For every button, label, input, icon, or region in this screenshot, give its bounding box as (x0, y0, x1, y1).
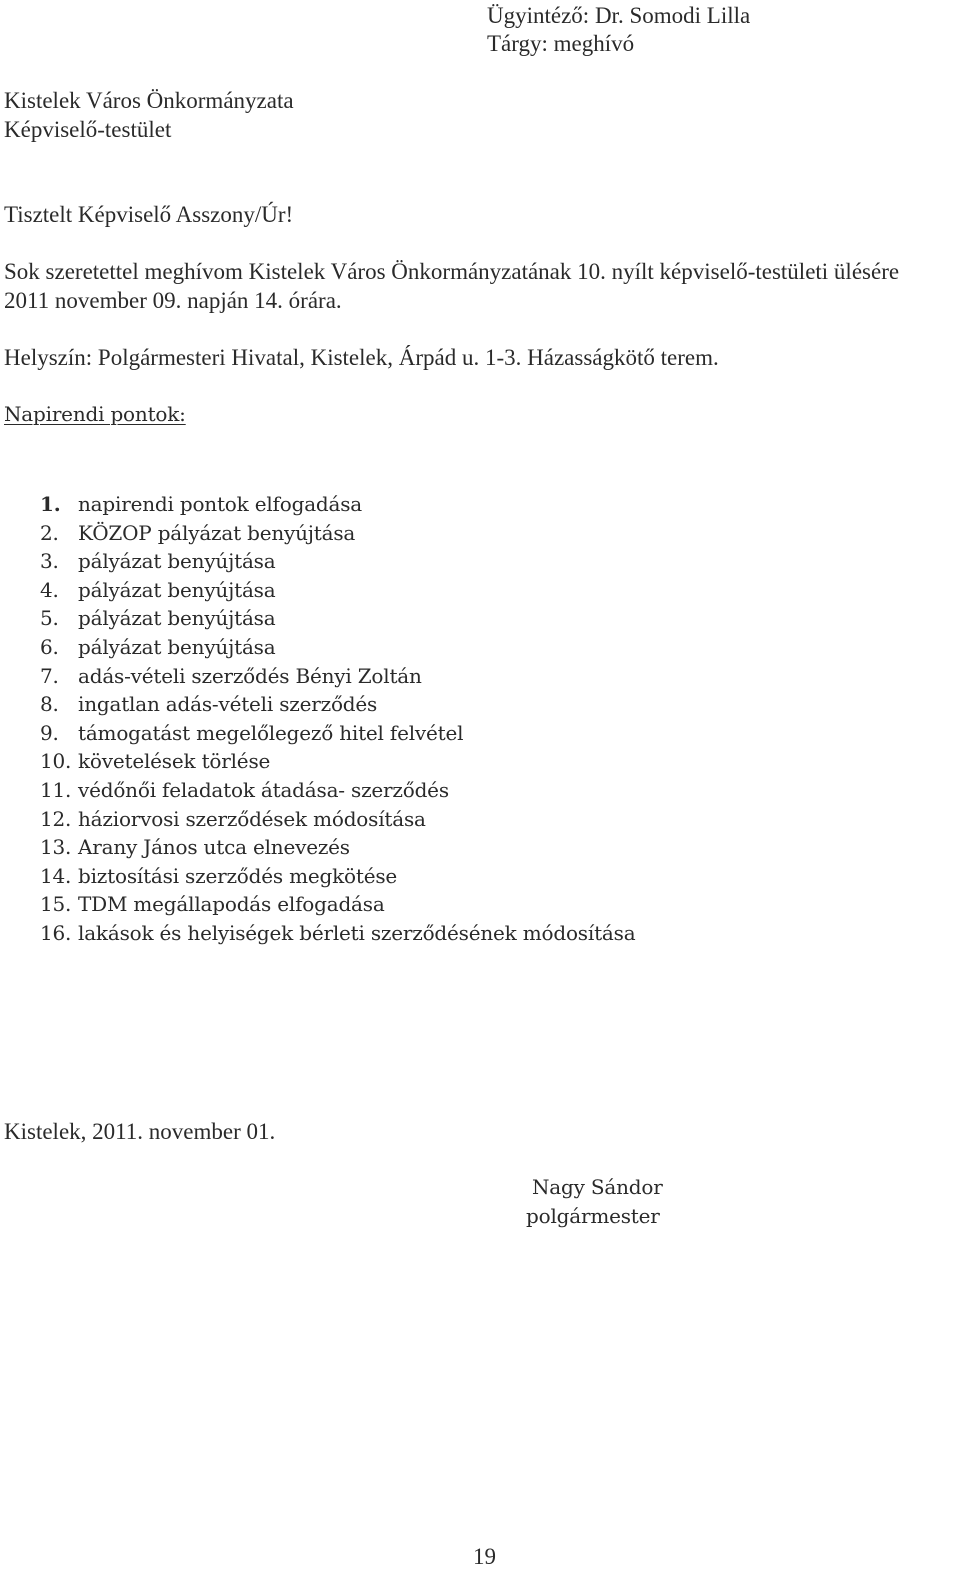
agenda-item-number: 4. (40, 577, 59, 602)
place-date: Kistelek, 2011. november 01. (4, 1119, 276, 1144)
agenda-item (40, 490, 635, 519)
agenda-item-text: TDM megállapodás elfogadása (78, 892, 385, 917)
subject-line: Tárgy: meghívó (487, 31, 635, 56)
agenda-item (40, 719, 635, 748)
agenda-item-text: napirendi pontok elfogadása (78, 492, 363, 516)
agenda-item (40, 633, 635, 662)
agenda-item-number: 9. (40, 720, 59, 745)
agenda-item (40, 833, 635, 862)
agenda-item-text: háziorvosi szerződések módosítása (78, 806, 426, 831)
invitation-text-line-1: Sok szeretettel meghívom Kistelek Város Önkormányzatának 10. nyílt képviselő-testületi ülésére (4, 259, 900, 284)
agenda-item-number: 11. (40, 777, 72, 802)
agenda-heading: Napirendi pontok: (4, 402, 186, 426)
agenda-item-number: 5. (40, 606, 59, 631)
agenda-item-text: adás-vételi szerződés Bényi Zoltán (78, 663, 422, 688)
agenda-item (40, 776, 635, 805)
agenda-item (40, 890, 635, 919)
agenda-item-text: védőnői feladatok átadása- szerződés (78, 777, 449, 802)
handler-line: Ügyintéző: Dr. Somodi Lilla (487, 3, 751, 28)
agenda-item (40, 604, 635, 633)
agenda-item-text: lakások és helyiségek bérleti szerződésének módosítása (78, 920, 636, 945)
agenda-item-number: 7. (40, 663, 59, 688)
agenda-item (40, 919, 635, 948)
signer-name: Nagy Sándor (532, 1175, 663, 1199)
agenda-item (40, 576, 635, 605)
page-number: 19 (473, 1544, 496, 1569)
agenda-item-text: KÖZOP pályázat benyújtása (78, 520, 356, 545)
agenda-item-text: pályázat benyújtása (78, 634, 276, 659)
agenda-item (40, 662, 635, 691)
agenda-item-number: 3. (40, 549, 59, 574)
agenda-item-text: biztosítási szerződés megkötése (78, 863, 398, 888)
agenda-item-text: követelések törlése (78, 749, 271, 774)
agenda-item-number: 8. (40, 692, 59, 717)
agenda-item-number: 12. (40, 806, 72, 831)
agenda-item (40, 805, 635, 834)
agenda-item-number: 10. (40, 749, 72, 774)
agenda-item-number: 6. (40, 634, 59, 659)
venue-line: Helyszín: Polgármesteri Hivatal, Kistelek, Árpád u. 1-3. Házasságkötő terem. (4, 345, 719, 370)
agenda-item (40, 862, 635, 891)
agenda-item-text: pályázat benyújtása (78, 549, 276, 574)
agenda-item-text: pályázat benyújtása (78, 577, 276, 602)
agenda-item-number: 13. (40, 835, 72, 860)
agenda-item-number: 14. (40, 863, 72, 888)
agenda-item-text: Arany János utca elnevezés (78, 835, 350, 860)
agenda-item-number: 2. (40, 520, 59, 545)
agenda-item-text: támogatást megelőlegező hitel felvétel (78, 720, 464, 745)
salutation: Tisztelt Képviselő Asszony/Úr! (4, 202, 294, 227)
agenda-list (40, 490, 635, 948)
addressee-line-2: Képviselő-testület (4, 117, 172, 142)
agenda-item-text: ingatlan adás-vételi szerződés (78, 692, 378, 717)
agenda-item (40, 547, 635, 576)
agenda-item (40, 690, 635, 719)
agenda-item-number: 16. (40, 920, 72, 945)
invitation-text-line-2: 2011 november 09. napján 14. órára. (4, 288, 342, 313)
agenda-item (40, 519, 635, 548)
agenda-item-text: pályázat benyújtása (78, 606, 276, 631)
agenda-item-number: 1. (40, 492, 61, 516)
signer-title: polgármester (526, 1204, 660, 1228)
agenda-item-number: 15. (40, 892, 72, 917)
addressee-line-1: Kistelek Város Önkormányzata (4, 88, 294, 113)
agenda-item (40, 747, 635, 776)
